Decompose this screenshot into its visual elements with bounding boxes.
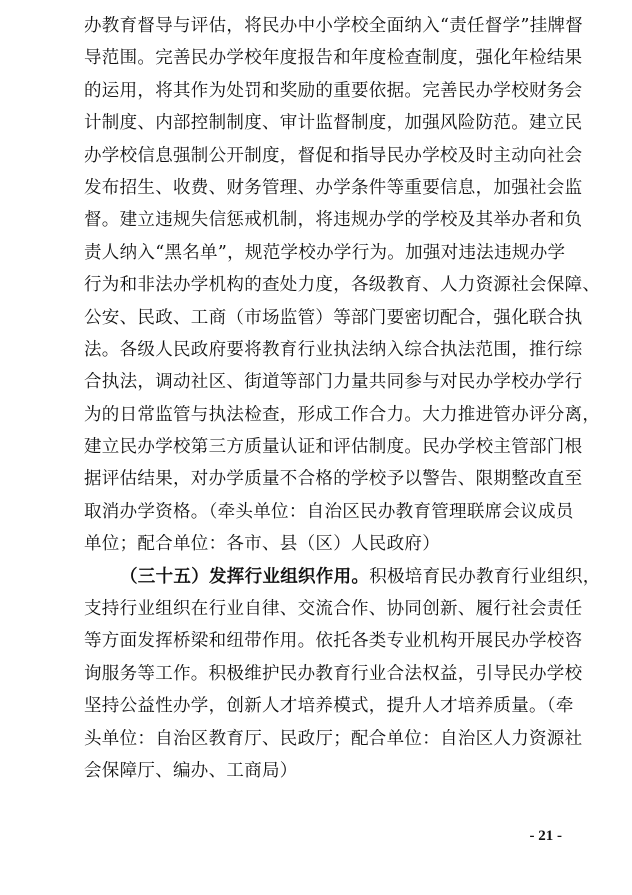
section-first-line-text: 积极培育民办教育行业组织，: [369, 566, 601, 587]
text-line: 建立民办学校第三方质量认证和评估制度。民办学校主管部门根: [84, 437, 583, 458]
text-line: 头单位：自治区教育厅、民政厅；配合单位：自治区人力资源社: [84, 728, 583, 749]
text-line: 据评估结果，对办学质量不合格的学校予以警告、限期整改直至: [84, 469, 583, 490]
text-line: 行为和非法办学机构的查处力度，各级教育、人力资源社会保障、: [84, 275, 601, 296]
text-line: 等方面发挥桥梁和纽带作用。依托各类专业机构开展民办学校咨: [84, 631, 583, 652]
text-line: 支持行业组织在行业自律、交流合作、协同创新、履行社会责任: [84, 599, 583, 620]
text-line: 坚持公益性办学，创新人才培养模式，提升人才培养质量。（牵: [84, 696, 574, 717]
text-line: 为的日常监管与执法检查，形成工作合力。大力推进管办评分离，: [84, 404, 601, 425]
text-line: 督。建立违规失信惩戒机制，将违规办学的学校及其举办者和负: [84, 210, 583, 231]
section-heading: （三十五）发挥行业组织作用。: [120, 566, 370, 587]
text-line: 的运用，将其作为处罚和奖励的重要依据。完善民办学校财务会: [84, 80, 583, 101]
text-line: 导范围。完善民办学校年度报告和年度检查制度，强化年检结果: [84, 48, 583, 69]
text-line: 办学校信息强制公开制度，督促和指导民办学校及时主动向社会: [84, 145, 583, 166]
text-line: 询服务等工作。积极维护民办教育行业合法权益，引导民办学校: [84, 663, 583, 684]
page-number: - 21 -: [529, 828, 562, 844]
text-line: 取消办学资格。（牵头单位：自治区民办教育管理联席会议成员: [84, 501, 574, 522]
text-line: 发布招生、收费、财务管理、办学条件等重要信息，加强社会监: [84, 177, 583, 198]
text-line: 会保障厅、编办、工商局）: [84, 760, 298, 781]
text-line: 责人纳入“黑名单”，规范学校办学行为。加强对违法违规办学: [84, 242, 566, 263]
text-line: 合执法，调动社区、街道等部门力量共同参与对民办学校办学行: [84, 372, 583, 393]
text-line: 计制度、内部控制制度、审计监督制度，加强风险防范。建立民: [84, 113, 583, 134]
text-line: 单位；配合单位：各市、县（区）人民政府）: [84, 534, 440, 555]
text-line: 法。各级人民政府要将教育行业执法纳入综合执法范围，推行综: [84, 339, 583, 360]
section-first-line: [84, 561, 601, 593]
body-text: [84, 10, 601, 787]
text-line: 办教育督导与评估，将民办中小学校全面纳入“责任督学”挂牌督: [84, 16, 584, 36]
text-line: 公安、民政、工商（市场监管）等部门要密切配合，强化联合执: [84, 307, 583, 328]
